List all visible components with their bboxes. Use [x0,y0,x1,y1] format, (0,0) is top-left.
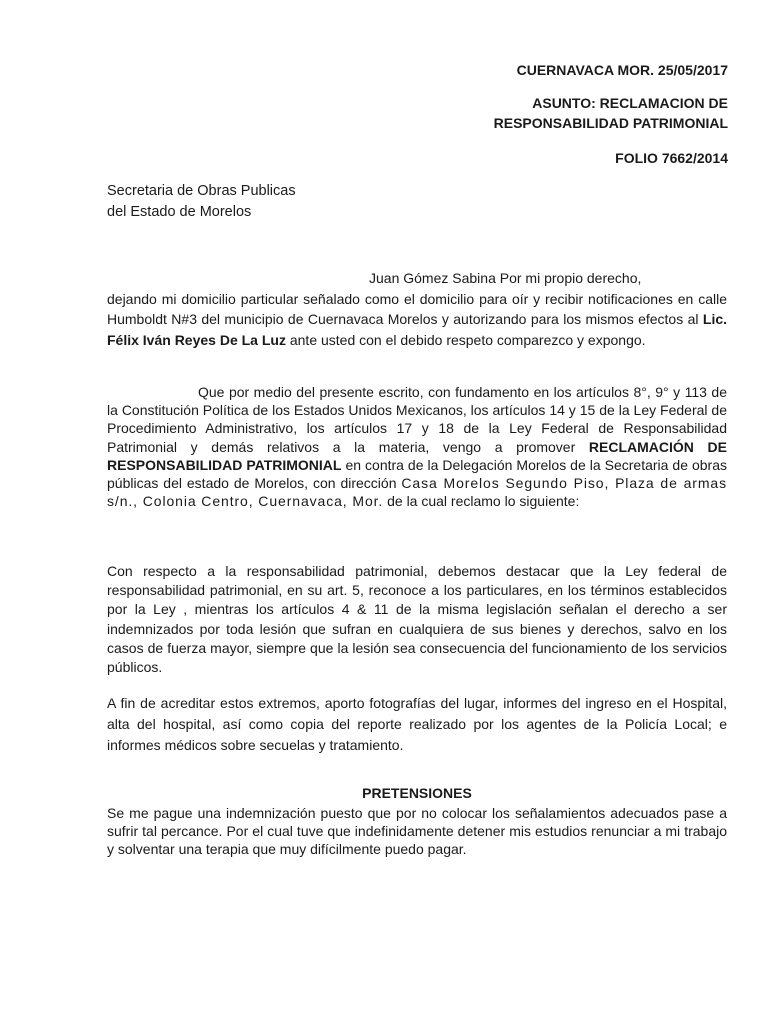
attorney-name: Lic. Félix Iván Reyes De La Luz [107,311,728,348]
liability-paragraph [107,562,727,677]
recipient-line-1: Secretaria de Obras Publicas [107,183,296,199]
recipient [107,181,727,223]
claim-title: RECLAMACIÓN DE RESPONSABILIDAD PATRIMONIAL [107,438,727,473]
subject-line-1: ASUNTO: RECLAMACION DE [532,95,728,111]
liability-text-1: Con respecto a la responsabilidad patrimonial, debemos destacar que la [107,563,615,579]
claim-text-3: de la cual reclamo lo siguiente: [387,493,580,510]
pretensions-heading: PRETENSIONES [362,785,472,801]
evidence-paragraph: A fin de acreditar estos extremos, aporto fotografías del lugar, informes del ingreso en el Hospital, alta del hospital, así como copia del reporte realizado por los agentes de la Policía Local; e informes médicos sobre secuelas y tratamiento. [107,695,727,753]
recipient-line-2: del Estado de Morelos [107,204,252,220]
intro-text: dejando mi domicilio particular señalado como el domicilio para oír y recibir notificaciones en calle Humboldt N#3 del municipio de Cuernavaca Morelos y autorizando para los mismos efectos al [107,290,727,327]
law-name: Ley federal de responsabilidad patrimonial [107,563,728,599]
intro-first-line: Juan Gómez Sabina Por mi propio derecho, [369,270,642,286]
folio: FOLIO 7662/2014 [615,150,728,166]
claim-paragraph [107,383,727,510]
liability-text-2: , en su art. 5, reconoce a los particulares, en los términos establecidos por la Ley , mientras los artículos 4 & 11 de la misma legislación señalan el derecho a ser indemnizados por toda lesión que sufran en cualquiera de sus bienes y derechos, salvo en los casos de fuerza mayor, siempre que la lesión sea consecuencia del funcionamiento de los servicios públicos. [107,582,727,676]
subject-line-2: RESPONSABILIDAD PATRIMONIAL [493,115,728,131]
pretensions-paragraph: Se me pague una indemnización puesto que por no colocar los señalamientos adecuados pase a sufrir tal percance. Por el cual tuve que indefinidamente detener mis estudios renunciar a mi trabajo y solventar una terapia que muy difícilmente puedo pagar. [107,805,727,857]
intro-paragraph [107,268,727,350]
claim-text-1: Que por medio del presente escrito, con fundamento en los artículos 8°, 9° y 113 de la Constitución Política de los Estados Unidos Mexicanos, los artículos 14 y 15 de la Ley Federal de Procedimiento Administrativo, los artículos 17 y 18 de la Ley Federal de Responsabilidad Patrimonial y demás relativos a la materia, vengo a promover [107,384,727,455]
claim-text-2: en contra de la Delegación Morelos de la Secretaria de obras públicas del estado de Morelos, con dirección [107,456,728,492]
place-date: CUERNAVACA MOR. 25/05/2017 [516,62,728,78]
claim-address: Casa Morelos Segundo Piso, Plaza de armas s/n., Colonia Centro, Cuernavaca, Mor. [107,475,728,510]
intro-closing: ante usted con el debido respeto comparezco y expongo. [289,331,646,348]
subject [494,93,728,133]
